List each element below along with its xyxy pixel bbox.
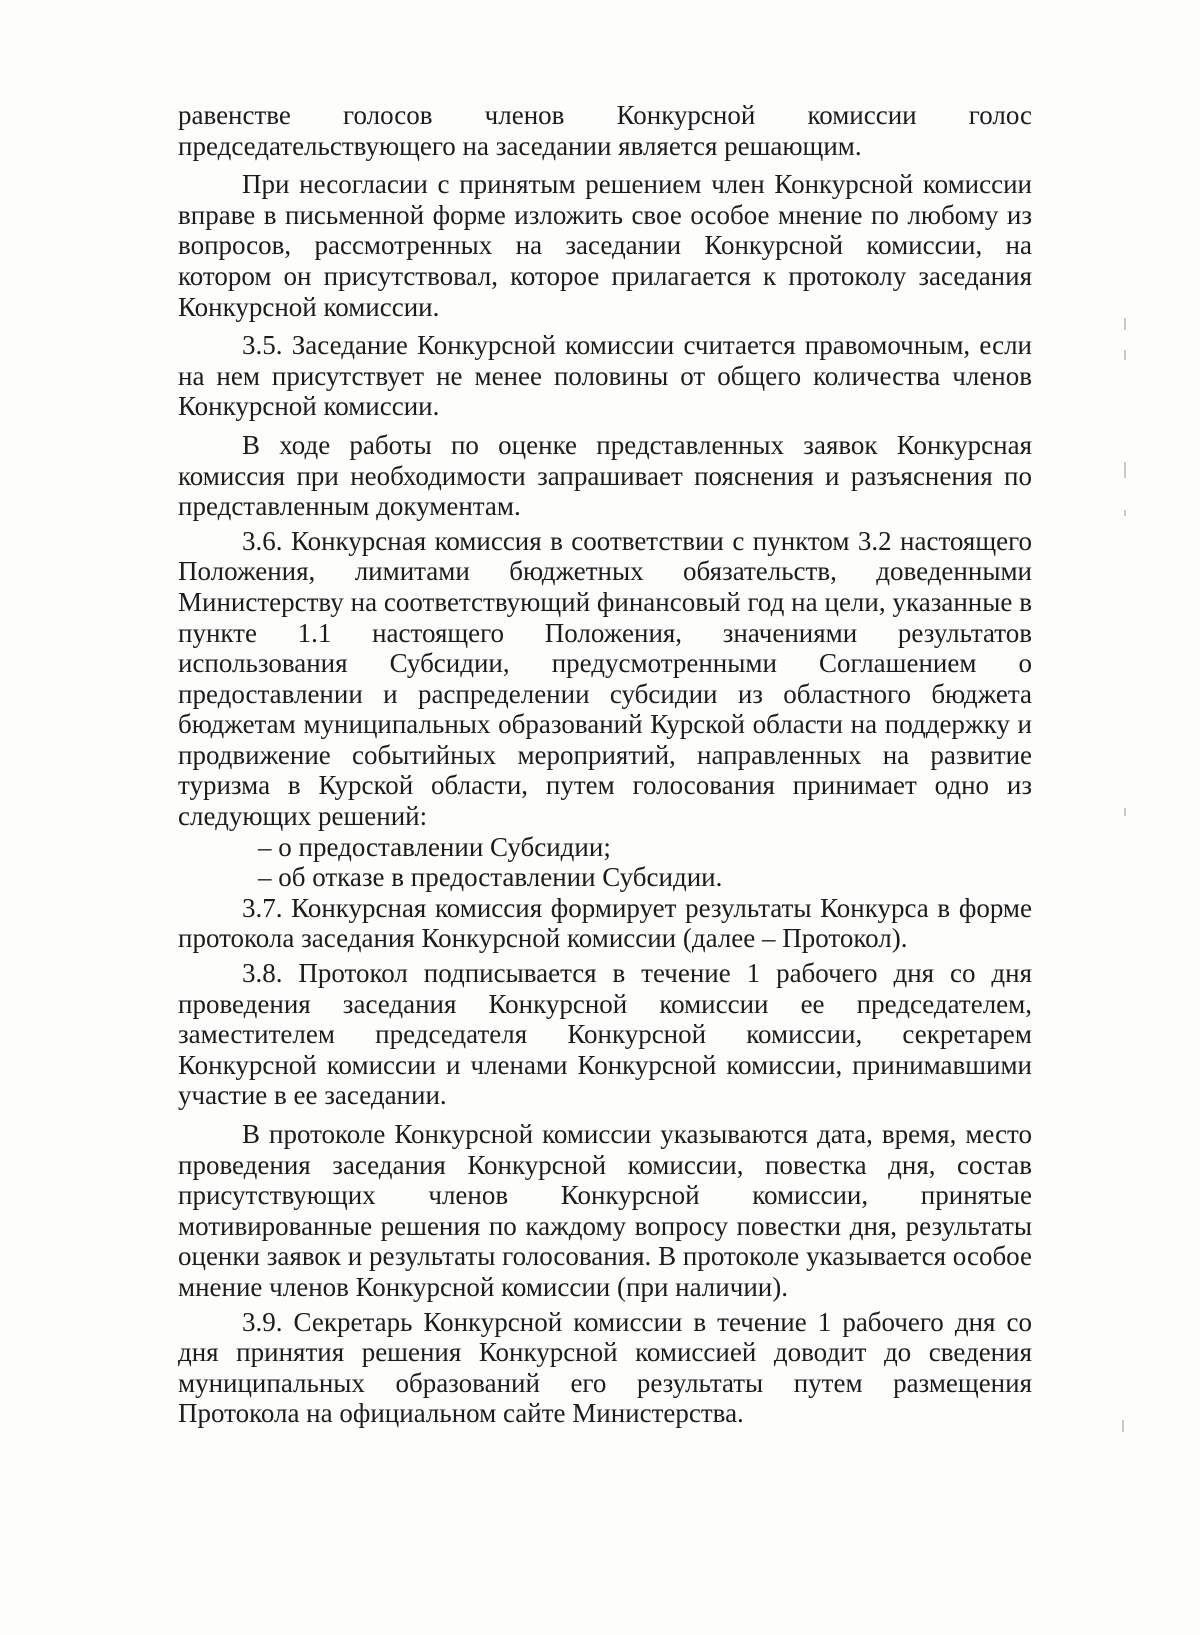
- paragraph-protocol-contents: В протоколе Конкурсной комиссии указываются дата, время, место проведения заседания Конкурсной комиссии, повестка дня, состав присутствующих членов Конкурсной комиссии, принятые мотивированные решения по каждому вопросу повестки дня, результаты оценки заявок и результаты голосования. В протоколе указывается особое мнение членов Конкурсной комиссии (при наличии).: [178, 1119, 1032, 1302]
- paragraph-continuation-voting: равенстве голосов членов Конкурсной комиссии голос председательствующего на заседании является решающим.: [178, 100, 1032, 161]
- paragraph-3-6-decision: 3.6. Конкурсная комиссия в соответствии с пунктом 3.2 настоящего Положения, лимитами бюджетных обязательств, доведенными Министерству на соответствующий финансовый год на цели, указанные в пункте 1.1 настоящего Положения, значениями результатов использования Субсидии, предусмотренными Соглашением о предоставлении и распределении субсидии из областного бюджета бюджетам муниципальных образований Курской области на поддержку и продвижение событийных мероприятий, направленных на развитие туризма в Курской области, путем голосования принимает одно из следующих решений:: [178, 525, 1032, 832]
- scan-artifact-mark: [1124, 808, 1126, 816]
- paragraph-3-5-quorum: 3.5. Заседание Конкурсной комиссии считается правомочным, если на нем присутствует не менее половины от общего количества членов Конкурсной комиссии.: [178, 330, 1032, 422]
- paragraph-3-9-publication: 3.9. Секретарь Конкурсной комиссии в течение 1 рабочего дня со дня принятия решения Конкурсной комиссией доводит до сведения муниципальных образований его результаты путем размещения Протокола на официальном сайте Министерства.: [178, 1306, 1032, 1429]
- scan-artifact-mark: [1124, 318, 1126, 330]
- scan-artifact-mark: [1124, 350, 1126, 360]
- document-body: [178, 100, 1032, 1429]
- paragraph-3-8-protocol-signing: 3.8. Протокол подписывается в течение 1 рабочего дня со дня проведения заседания Конкурсной комиссии ее председателем, заместителем председателя Конкурсной комиссии, секретарем Конкурсной комиссии и членами Конкурсной комиссии, принимавшими участие в ее заседании.: [178, 958, 1032, 1111]
- scan-artifact-mark: [1122, 1420, 1124, 1432]
- paragraph-application-review: В ходе работы по оценке представленных заявок Конкурсная комиссия при необходимости запрашивает пояснения и разъяснения по представленным документам.: [178, 429, 1032, 522]
- paragraph-dissenting-opinion: При несогласии с принятым решением член Конкурсной комиссии вправе в письменной форме изложить свое особое мнение по любому из вопросов, рассмотренных на заседании Конкурсной комиссии, на котором он присутствовал, которое прилагается к протоколу заседания Конкурсной комиссии.: [178, 169, 1032, 322]
- scan-artifact-mark: [1124, 510, 1126, 516]
- scan-artifact-mark: [1124, 462, 1126, 478]
- list-item-refuse-subsidy: – об отказе в предоставлении Субсидии.: [258, 862, 723, 893]
- paragraph-3-7-results: 3.7. Конкурсная комиссия формирует результаты Конкурса в форме протокола заседания Конкурсной комиссии (далее – Протокол).: [178, 892, 1032, 954]
- list-item-grant-subsidy: – о предоставлении Субсидии;: [258, 831, 611, 862]
